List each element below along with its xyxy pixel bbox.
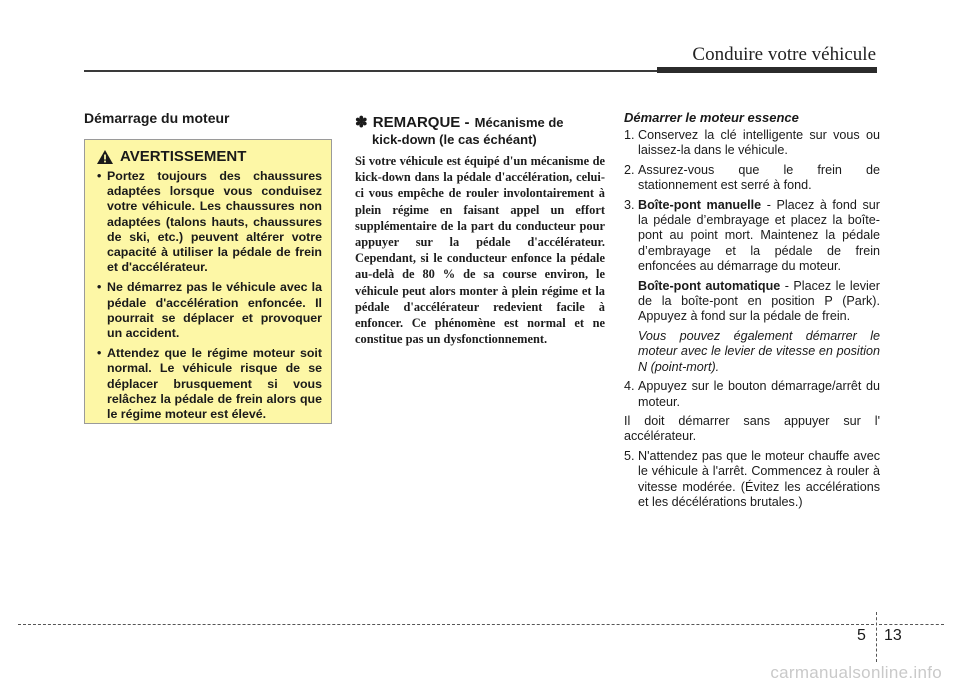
remark-body: Si votre véhicule est équipé d'un mécanisme de kick-down dans la pédale d'accélération, celui-ci vous empêche de rouler involontairement à plein régime en faisant appel un effort supplémentaire de la part du conducteur pour appuyer sur la pédale d'accélérateur. Cependant, si le conducteur enfonce la pédale au-delà de 80 % de sa course environ, le véhicule peut alors monter à plein régime et la pédale d'accélérateur redevient facile à enfoncer. Ce phénomène est normal et ne constitue pas un dysfonctionnement. xyxy=(355,154,605,347)
footer-divider xyxy=(876,612,877,662)
column-middle xyxy=(355,110,605,347)
section-heading: Démarrage du moteur xyxy=(84,110,230,126)
step-3 xyxy=(624,198,880,275)
remark-mark-icon: ✽ xyxy=(355,114,368,131)
step-3-note: Vous pouvez également démarrer le moteur avec le levier de vitesse en position N (point-mort). xyxy=(638,328,880,374)
warning-triangle-icon xyxy=(96,149,114,165)
page-number: 13 xyxy=(884,627,902,644)
footer-rule-right xyxy=(879,624,944,625)
step-4 xyxy=(624,379,880,410)
column-left xyxy=(84,110,332,126)
step-number: 3. xyxy=(624,197,639,212)
warning-title-text: AVERTISSEMENT xyxy=(120,148,247,165)
warning-list xyxy=(92,169,322,422)
remark-title-line2: kick-down (le cas échéant) xyxy=(372,132,537,147)
step-bold-label: Boîte-pont manuelle xyxy=(638,197,762,212)
warning-item: • Portez toujours des chaussures adaptées lorsque vous conduisez votre véhicule. Les chaussures non adaptées (talons hauts, chaussures de ski, etc.) peuvent altérer votre capacité à utiliser la pédale de frein et d'accélérateur. xyxy=(92,169,322,275)
step-text: N'attendez pas que le moteur chauffe avec le véhicule à l'arrêt. Commencez à rouler à vitesse modérée. (Évitez les accélérations et les décélérations brutales.) xyxy=(638,448,880,509)
header-rule-accent xyxy=(657,67,877,73)
running-header: Conduire votre véhicule xyxy=(692,44,876,65)
step-2 xyxy=(624,163,880,194)
warning-box xyxy=(84,139,332,424)
step-text: Assurez-vous que le frein de stationnement est serré à fond. xyxy=(638,162,880,193)
column-right xyxy=(624,110,880,514)
step-text: Appuyez sur le bouton démarrage/arrêt du moteur. xyxy=(638,379,880,409)
footer-rule xyxy=(18,624,874,625)
step-text: - Placez le levier de la boîte-pont en position P (Park). Appuyez à fond sur la pédale de frein. xyxy=(638,278,880,324)
remark-title-line1: Mécanisme de xyxy=(474,115,564,130)
step-number: 2. xyxy=(624,162,639,177)
step-number: 4. xyxy=(624,379,639,394)
step-1 xyxy=(624,128,880,159)
watermark: carmanualsonline.info xyxy=(770,663,942,682)
section-number: 5 xyxy=(857,627,866,644)
step-text: - Placez à fond sur la pédale d’embrayage et placez la boîte-pont au point mort. Maintenez la pédale d’embrayage et la pédale de frein enfoncées au démarrage du moteur. xyxy=(638,197,881,274)
remark-label: REMARQUE - xyxy=(372,114,470,131)
warning-title xyxy=(96,148,322,165)
subsection-heading: Démarrer le moteur essence xyxy=(624,110,799,125)
step-5 xyxy=(624,449,880,511)
step-number: 1. xyxy=(624,128,639,142)
warning-item: • Ne démarrez pas le véhicule avec la pédale d'accélération enfoncée. Il pourrait se déplacer et provoquer un accident. xyxy=(92,280,322,341)
step-text: Conservez la clé intelligente sur vous ou laissez-la dans le véhicule. xyxy=(638,128,880,158)
step-3-automatic xyxy=(624,279,880,325)
step-number: 5. xyxy=(624,448,639,463)
remark-heading xyxy=(355,110,605,147)
step-4-note: Il doit démarrer sans appuyer sur l' accélérateur. xyxy=(624,413,880,444)
warning-item: • Attendez que le régime moteur soit normal. Le véhicule risque de se déplacer brusquement si vous relâchez la pédale de frein alors que le régime moteur est élevé. xyxy=(92,346,322,422)
step-bold-label: Boîte-pont automatique xyxy=(638,278,781,293)
